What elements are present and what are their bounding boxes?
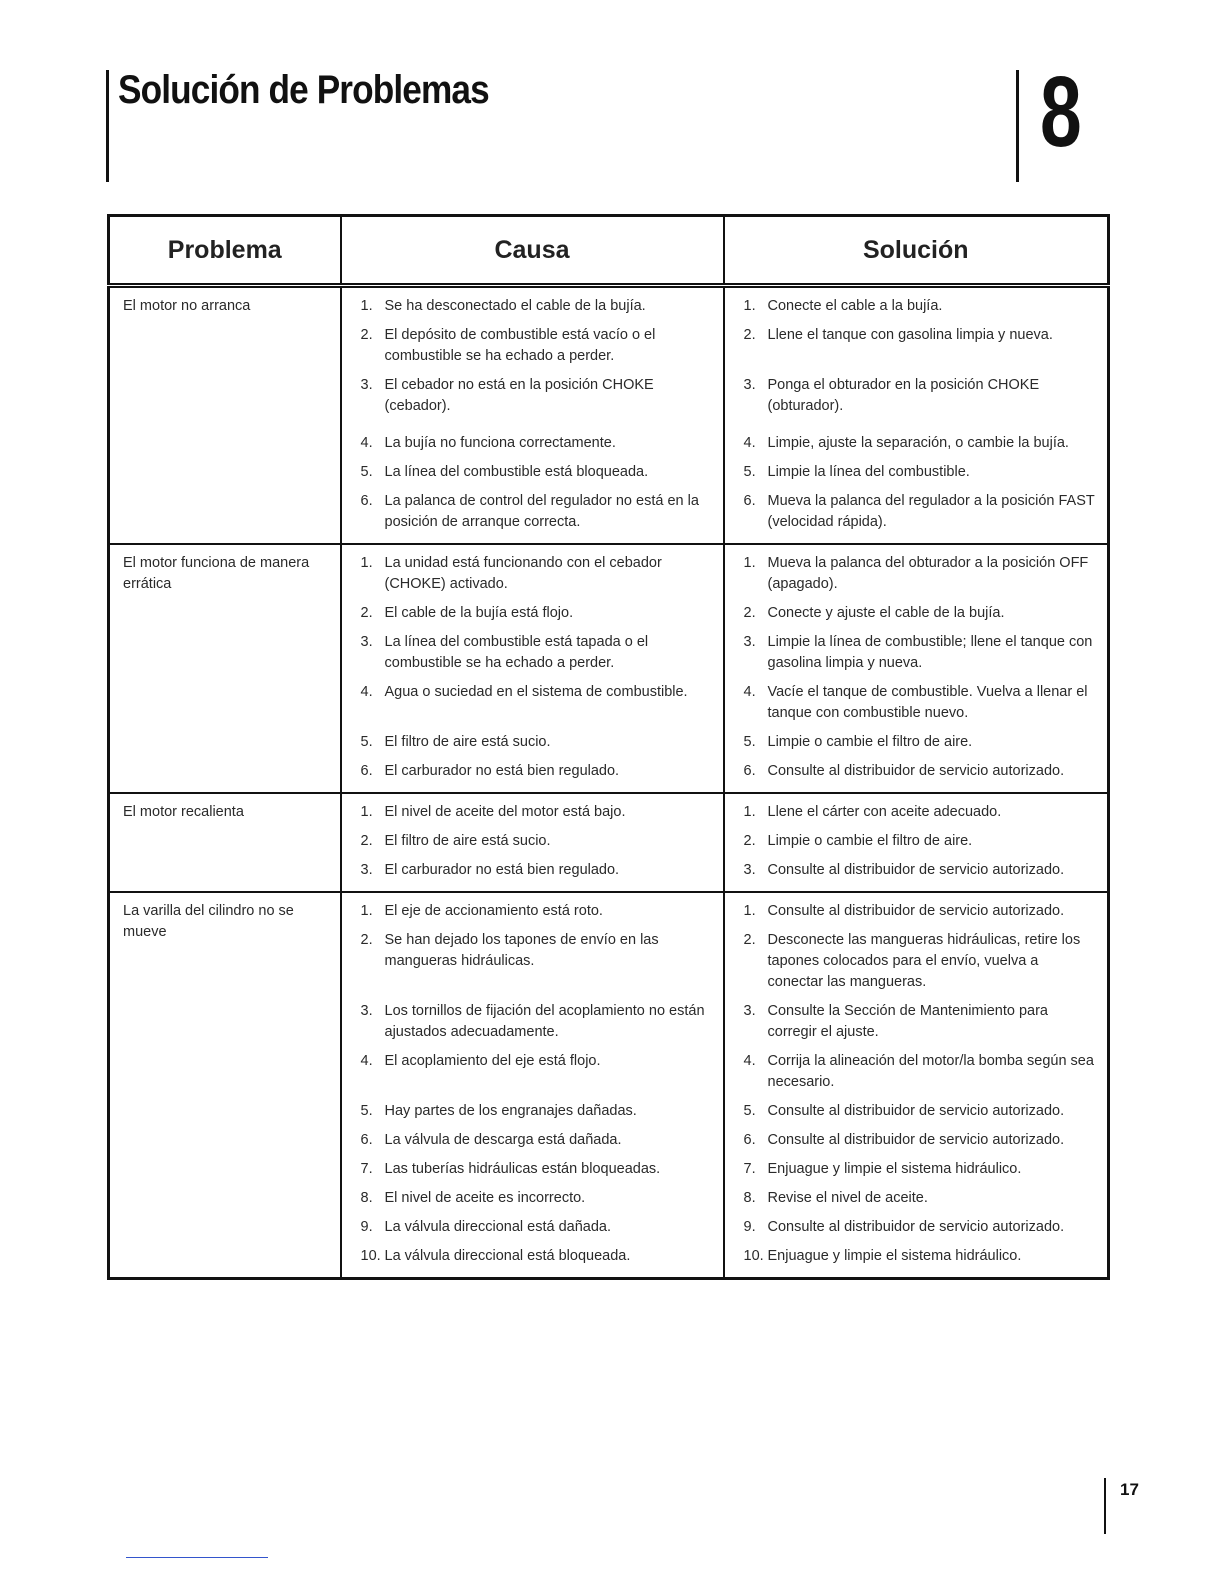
cause-item	[355, 491, 713, 533]
cause-item-number: 7.	[360, 1161, 373, 1177]
problem-cell	[109, 544, 341, 793]
cause-item	[355, 1051, 713, 1093]
solution-item-text: Vacíe el tanque de combustible. Vuelva a llenar el tanque con combustible nuevo.	[767, 684, 1088, 721]
solution-item	[738, 930, 1098, 993]
cause-item-number: 4.	[360, 1053, 373, 1069]
solution-list	[738, 901, 1098, 1267]
table-header-row	[109, 216, 1109, 286]
solution-item-text: Limpie la línea de combustible; llene el tanque con gasolina limpia y nueva.	[767, 634, 1093, 671]
cause-item-text: El cable de la bujía está flojo.	[384, 605, 574, 621]
chapter-number: 8	[1040, 56, 1082, 168]
cause-item	[355, 632, 713, 674]
solution-item-text: Revise el nivel de aceite.	[767, 1190, 928, 1206]
cause-item	[355, 1130, 713, 1151]
cause-list	[355, 296, 713, 533]
cause-item	[355, 1188, 713, 1209]
solution-item	[738, 831, 1098, 852]
problem-text: El motor funciona de manera errática	[123, 555, 310, 592]
solution-item-text: Ponga el obturador en la posición CHOKE (obturador).	[767, 377, 1040, 414]
cause-item-text: El acoplamiento del eje está flojo.	[384, 1053, 601, 1069]
cause-item	[355, 901, 713, 922]
solution-item-text: Limpie o cambie el filtro de aire.	[767, 734, 973, 750]
cause-item-text: El carburador no está bien regulado.	[384, 862, 620, 878]
cause-item	[355, 930, 713, 993]
cause-item-number: 3.	[360, 862, 373, 878]
cause-item-number: 1.	[360, 555, 373, 571]
solution-item-number: 3.	[743, 862, 756, 878]
cause-item-number: 6.	[360, 763, 373, 779]
cause-item-number: 3.	[360, 634, 373, 650]
solution-item-number: 4.	[743, 1053, 756, 1069]
cause-list	[355, 901, 713, 1267]
cause-item	[355, 375, 713, 425]
cause-item-text: Hay partes de los engranajes dañadas.	[384, 1103, 637, 1119]
cause-item-text: El nivel de aceite es incorrecto.	[384, 1190, 586, 1206]
solution-item-text: Limpie, ajuste la separación, o cambie la bujía.	[767, 435, 1069, 451]
solution-item-text: Desconecte las mangueras hidráulicas, retire los tapones colocados para el envío, vuelva a conectar las mangueras.	[767, 932, 1081, 990]
solution-cell	[724, 286, 1109, 545]
solution-list	[738, 296, 1098, 533]
problem-text: El motor no arranca	[123, 298, 251, 314]
solution-item-number: 9.	[743, 1219, 756, 1235]
cause-list	[355, 553, 713, 782]
cause-item-text: La línea del combustible está bloqueada.	[384, 464, 649, 480]
table-row	[109, 544, 1109, 793]
cause-item-number: 3.	[360, 1003, 373, 1019]
solution-item	[738, 1159, 1098, 1180]
solution-item-number: 3.	[743, 377, 756, 393]
cause-item-text: La válvula direccional está dañada.	[384, 1219, 612, 1235]
solution-item	[738, 296, 1098, 317]
cause-cell	[341, 793, 724, 892]
solution-item	[738, 375, 1098, 425]
table-row	[109, 892, 1109, 1279]
solution-item-text: Mueva la palanca del obturador a la posición OFF (apagado).	[767, 555, 1089, 592]
cause-cell	[341, 544, 724, 793]
cause-item	[355, 1246, 713, 1267]
header-problem: Problema	[109, 216, 341, 286]
cause-item-text: La palanca de control del regulador no está en la posición de arranque correcta.	[384, 493, 699, 530]
solution-item	[738, 1051, 1098, 1093]
solution-item	[738, 802, 1098, 823]
solution-item-number: 4.	[743, 684, 756, 700]
solution-item-number: 1.	[743, 298, 756, 314]
solution-cell	[724, 793, 1109, 892]
troubleshooting-table	[107, 214, 1110, 1280]
solution-cell	[724, 544, 1109, 793]
cause-item	[355, 553, 713, 595]
cause-item-number: 2.	[360, 327, 373, 343]
cause-item	[355, 732, 713, 753]
cause-item-number: 10.	[360, 1248, 381, 1264]
page-title: Solución de Problemas	[118, 68, 489, 112]
solution-item	[738, 603, 1098, 624]
cause-item	[355, 1159, 713, 1180]
cause-item	[355, 831, 713, 852]
solution-item-text: Limpie o cambie el filtro de aire.	[767, 833, 973, 849]
cause-item-number: 8.	[360, 1190, 373, 1206]
cause-item-number: 1.	[360, 903, 373, 919]
title-rule	[106, 70, 109, 182]
solution-cell	[724, 892, 1109, 1279]
solution-item-text: Consulte al distribuidor de servicio autorizado.	[767, 903, 1065, 919]
solution-item	[738, 433, 1098, 454]
cause-item-text: El eje de accionamiento está roto.	[384, 903, 603, 919]
solution-item	[738, 860, 1098, 881]
cause-item-text: La unidad está funcionando con el cebador (CHOKE) activado.	[384, 555, 662, 592]
solution-item	[738, 1001, 1098, 1043]
solution-item-number: 7.	[743, 1161, 756, 1177]
cause-item-number: 6.	[360, 493, 373, 509]
solution-item-text: Consulte la Sección de Mantenimiento para corregir el ajuste.	[767, 1003, 1048, 1040]
cause-item-text: La línea del combustible está tapada o el combustible se ha echado a perder.	[384, 634, 649, 671]
solution-item	[738, 1188, 1098, 1209]
solution-item-number: 2.	[743, 327, 756, 343]
problem-cell	[109, 286, 341, 545]
cause-cell	[341, 286, 724, 545]
cause-item	[355, 462, 713, 483]
solution-item-text: Corrija la alineación del motor/la bomba según sea necesario.	[767, 1053, 1094, 1090]
cause-item	[355, 433, 713, 454]
cause-item-text: Se han dejado los tapones de envío en las mangueras hidráulicas.	[384, 932, 659, 969]
cause-item-text: El depósito de combustible está vacío o el combustible se ha echado a perder.	[384, 327, 656, 364]
solution-item-text: Mueva la palanca del regulador a la posición FAST (velocidad rápida).	[767, 493, 1095, 530]
solution-item-number: 6.	[743, 763, 756, 779]
cause-item-text: Se ha desconectado el cable de la bujía.	[384, 298, 646, 314]
cause-item-number: 3.	[360, 377, 373, 393]
cause-item-text: El cebador no está en la posición CHOKE (cebador).	[384, 377, 654, 414]
solution-item	[738, 632, 1098, 674]
solution-item	[738, 462, 1098, 483]
cause-item	[355, 1001, 713, 1043]
page-number: 17	[1120, 1480, 1139, 1499]
cause-item	[355, 682, 713, 724]
solution-item-text: Consulte al distribuidor de servicio autorizado.	[767, 763, 1065, 779]
cause-item	[355, 802, 713, 823]
solution-item	[738, 1246, 1098, 1267]
solution-item	[738, 325, 1098, 367]
cause-item	[355, 860, 713, 881]
cause-item	[355, 1101, 713, 1122]
solution-item-number: 5.	[743, 1103, 756, 1119]
cause-item	[355, 603, 713, 624]
solution-item-text: Enjuague y limpie el sistema hidráulico.	[767, 1161, 1022, 1177]
cause-item-number: 2.	[360, 605, 373, 621]
solution-item	[738, 901, 1098, 922]
cause-item-text: Las tuberías hidráulicas están bloqueadas.	[384, 1161, 661, 1177]
solution-item-text: Consulte al distribuidor de servicio autorizado.	[767, 862, 1065, 878]
solution-item-number: 6.	[743, 1132, 756, 1148]
cause-item-number: 5.	[360, 464, 373, 480]
solution-item-text: Consulte al distribuidor de servicio autorizado.	[767, 1219, 1065, 1235]
cause-item	[355, 325, 713, 367]
solution-list	[738, 802, 1098, 881]
cause-item-number: 2.	[360, 833, 373, 849]
solution-item	[738, 732, 1098, 753]
cause-item-number: 4.	[360, 684, 373, 700]
solution-item-number: 8.	[743, 1190, 756, 1206]
solution-item-text: Conecte el cable a la bujía.	[767, 298, 943, 314]
solution-item-text: Consulte al distribuidor de servicio autorizado.	[767, 1103, 1065, 1119]
cause-item-text: La válvula de descarga está dañada.	[384, 1132, 622, 1148]
solution-item-number: 6.	[743, 493, 756, 509]
solution-item-number: 5.	[743, 464, 756, 480]
footer-line	[126, 1557, 268, 1558]
solution-item-number: 2.	[743, 932, 756, 948]
cause-item-text: La válvula direccional está bloqueada.	[384, 1248, 631, 1264]
cause-item	[355, 296, 713, 317]
cause-item	[355, 761, 713, 782]
cause-item-number: 5.	[360, 734, 373, 750]
solution-item-number: 5.	[743, 734, 756, 750]
cause-item	[355, 1217, 713, 1238]
solution-item	[738, 761, 1098, 782]
cause-item-number: 1.	[360, 298, 373, 314]
solution-item-text: Llene el tanque con gasolina limpia y nueva.	[767, 327, 1053, 343]
solution-item-number: 3.	[743, 634, 756, 650]
solution-item-number: 3.	[743, 1003, 756, 1019]
solution-item-text: Conecte y ajuste el cable de la bujía.	[767, 605, 1005, 621]
solution-item	[738, 682, 1098, 724]
problem-text: El motor recalienta	[123, 804, 244, 820]
cause-item-number: 2.	[360, 932, 373, 948]
solution-item-text: Consulte al distribuidor de servicio autorizado.	[767, 1132, 1065, 1148]
page-number-rule	[1104, 1478, 1106, 1534]
cause-cell	[341, 892, 724, 1279]
cause-item-number: 6.	[360, 1132, 373, 1148]
solution-list	[738, 553, 1098, 782]
problem-cell	[109, 892, 341, 1279]
cause-item-number: 1.	[360, 804, 373, 820]
solution-item	[738, 553, 1098, 595]
cause-item-text: El filtro de aire está sucio.	[384, 833, 551, 849]
problem-text: La varilla del cilindro no se mueve	[123, 903, 294, 940]
cause-item-text: La bujía no funciona correctamente.	[384, 435, 616, 451]
solution-item-number: 1.	[743, 903, 756, 919]
solution-item-number: 4.	[743, 435, 756, 451]
table-row	[109, 793, 1109, 892]
solution-item-text: Limpie la línea del combustible.	[767, 464, 970, 480]
chapter-rule	[1016, 70, 1019, 182]
cause-item-text: El filtro de aire está sucio.	[384, 734, 551, 750]
cause-list	[355, 802, 713, 881]
solution-item-number: 10.	[743, 1248, 764, 1264]
cause-item-number: 9.	[360, 1219, 373, 1235]
cause-item-number: 5.	[360, 1103, 373, 1119]
solution-item	[738, 1101, 1098, 1122]
cause-item-text: Agua o suciedad en el sistema de combustible.	[384, 684, 688, 700]
solution-item-text: Enjuague y limpie el sistema hidráulico.	[767, 1248, 1022, 1264]
solution-item-number: 1.	[743, 555, 756, 571]
solution-item-number: 1.	[743, 804, 756, 820]
cause-item-text: El carburador no está bien regulado.	[384, 763, 620, 779]
table-row	[109, 286, 1109, 545]
header-solution: Solución	[724, 216, 1109, 286]
cause-item-text: El nivel de aceite del motor está bajo.	[384, 804, 626, 820]
solution-item-number: 2.	[743, 833, 756, 849]
cause-item-number: 4.	[360, 435, 373, 451]
solution-item-number: 2.	[743, 605, 756, 621]
header-cause: Causa	[341, 216, 724, 286]
solution-item	[738, 491, 1098, 533]
solution-item	[738, 1130, 1098, 1151]
solution-item-text: Llene el cárter con aceite adecuado.	[767, 804, 1002, 820]
solution-item	[738, 1217, 1098, 1238]
cause-item-text: Los tornillos de fijación del acoplamiento no están ajustados adecuadamente.	[384, 1003, 705, 1040]
problem-cell	[109, 793, 341, 892]
